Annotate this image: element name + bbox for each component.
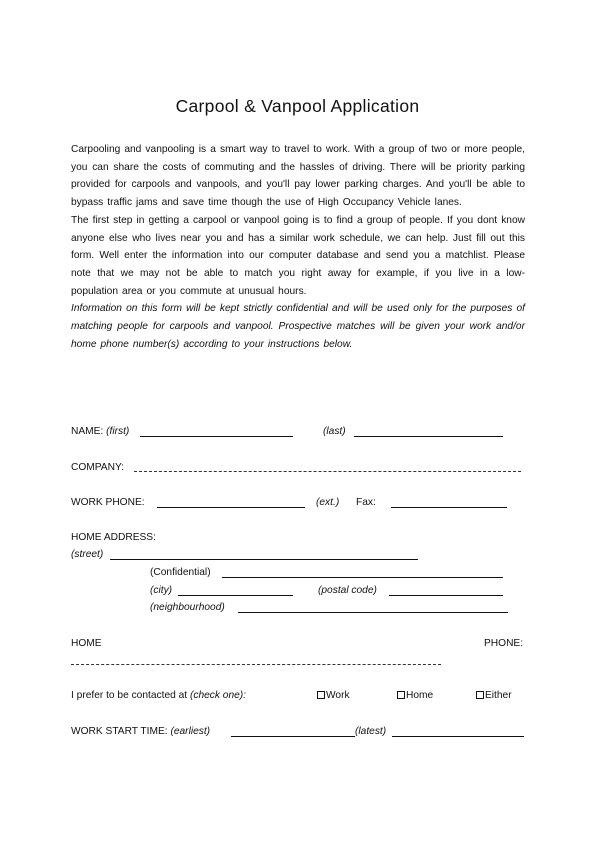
confidential-label: (Confidential)	[150, 567, 211, 578]
city-field[interactable]	[178, 595, 293, 596]
intro-paragraph-1: Carpooling and vanpooling is a smart way to travel to work. With a group of two or more people, you can share the costs of commuting and the hassles of driving. There will be priority parking provided for carpools and vanpools, and you'll pay lower parking charges. And you'll be able to bypass traffic jams and save time though the use of High Occupancy Vehicle lanes.	[71, 144, 525, 209]
page-title: Carpool & Vanpool Application	[175, 96, 420, 116]
either-option[interactable]	[476, 690, 512, 701]
postal-code-label: (postal code)	[318, 585, 377, 596]
contact-preference-row	[71, 690, 246, 701]
work-start-time-row	[71, 726, 210, 737]
either-option-label: Either	[485, 690, 512, 701]
home-phone-field[interactable]	[71, 664, 441, 665]
fax-field[interactable]	[391, 507, 507, 508]
name-row	[71, 426, 129, 437]
prefer-label: I prefer to be contacted at	[71, 690, 188, 701]
home-label: HOME	[71, 638, 102, 649]
intro-text	[71, 141, 525, 353]
last-name-field[interactable]	[354, 436, 503, 437]
home-checkbox[interactable]	[397, 691, 405, 699]
phone-label: PHONE:	[484, 638, 524, 649]
work-start-time-label: WORK START TIME:	[71, 726, 168, 737]
work-phone-field[interactable]	[157, 507, 305, 508]
latest-label: (latest)	[355, 726, 387, 737]
earliest-time-field[interactable]	[231, 736, 355, 737]
intro-paragraph-2: The first step in getting a carpool or vanpool going is to find a group of people. If you dont know anyone else who lives near you and has a similar work schedule, we can help. Just fill out this form. Well enter the information into our computer database and send you a matchlist. Please note that we may not be able to match you right away for example, if you live in a low-population area or you commute at unusual hours.	[71, 214, 525, 297]
either-checkbox[interactable]	[476, 691, 484, 699]
work-option-label: Work	[326, 690, 350, 701]
home-option[interactable]	[397, 690, 433, 701]
work-phone-label: WORK PHONE:	[71, 497, 145, 508]
latest-time-field[interactable]	[392, 736, 524, 737]
work-option[interactable]	[317, 690, 350, 701]
home-option-label: Home	[406, 690, 434, 701]
street-label: (street)	[71, 549, 104, 560]
name-label: NAME:	[71, 426, 104, 437]
confidential-field[interactable]	[222, 577, 503, 578]
fax-label: Fax:	[356, 497, 376, 508]
neighbourhood-label: (neighbourhood)	[150, 602, 225, 613]
extension-label: (ext.)	[316, 497, 340, 508]
last-name-label: (last)	[323, 426, 346, 437]
confidentiality-notice: Information on this form will be kept strictly confidential and will be used only for the purposes of matching people for carpools and vanpool. Prospective matches will be given your work and/or home phone number(s) according to your instructions below.	[71, 303, 525, 350]
city-label: (city)	[150, 585, 173, 596]
home-address-label: HOME ADDRESS:	[71, 532, 156, 543]
work-checkbox[interactable]	[317, 691, 325, 699]
neighbourhood-field[interactable]	[238, 612, 508, 613]
postal-code-field[interactable]	[389, 595, 503, 596]
check-one-label: (check one):	[189, 690, 247, 701]
first-name-field[interactable]	[140, 436, 293, 437]
street-field[interactable]	[110, 559, 418, 560]
company-label: COMPANY:	[71, 462, 125, 473]
earliest-label: (earliest)	[170, 726, 211, 737]
first-name-label: (first)	[106, 426, 130, 437]
company-field[interactable]	[134, 471, 521, 472]
